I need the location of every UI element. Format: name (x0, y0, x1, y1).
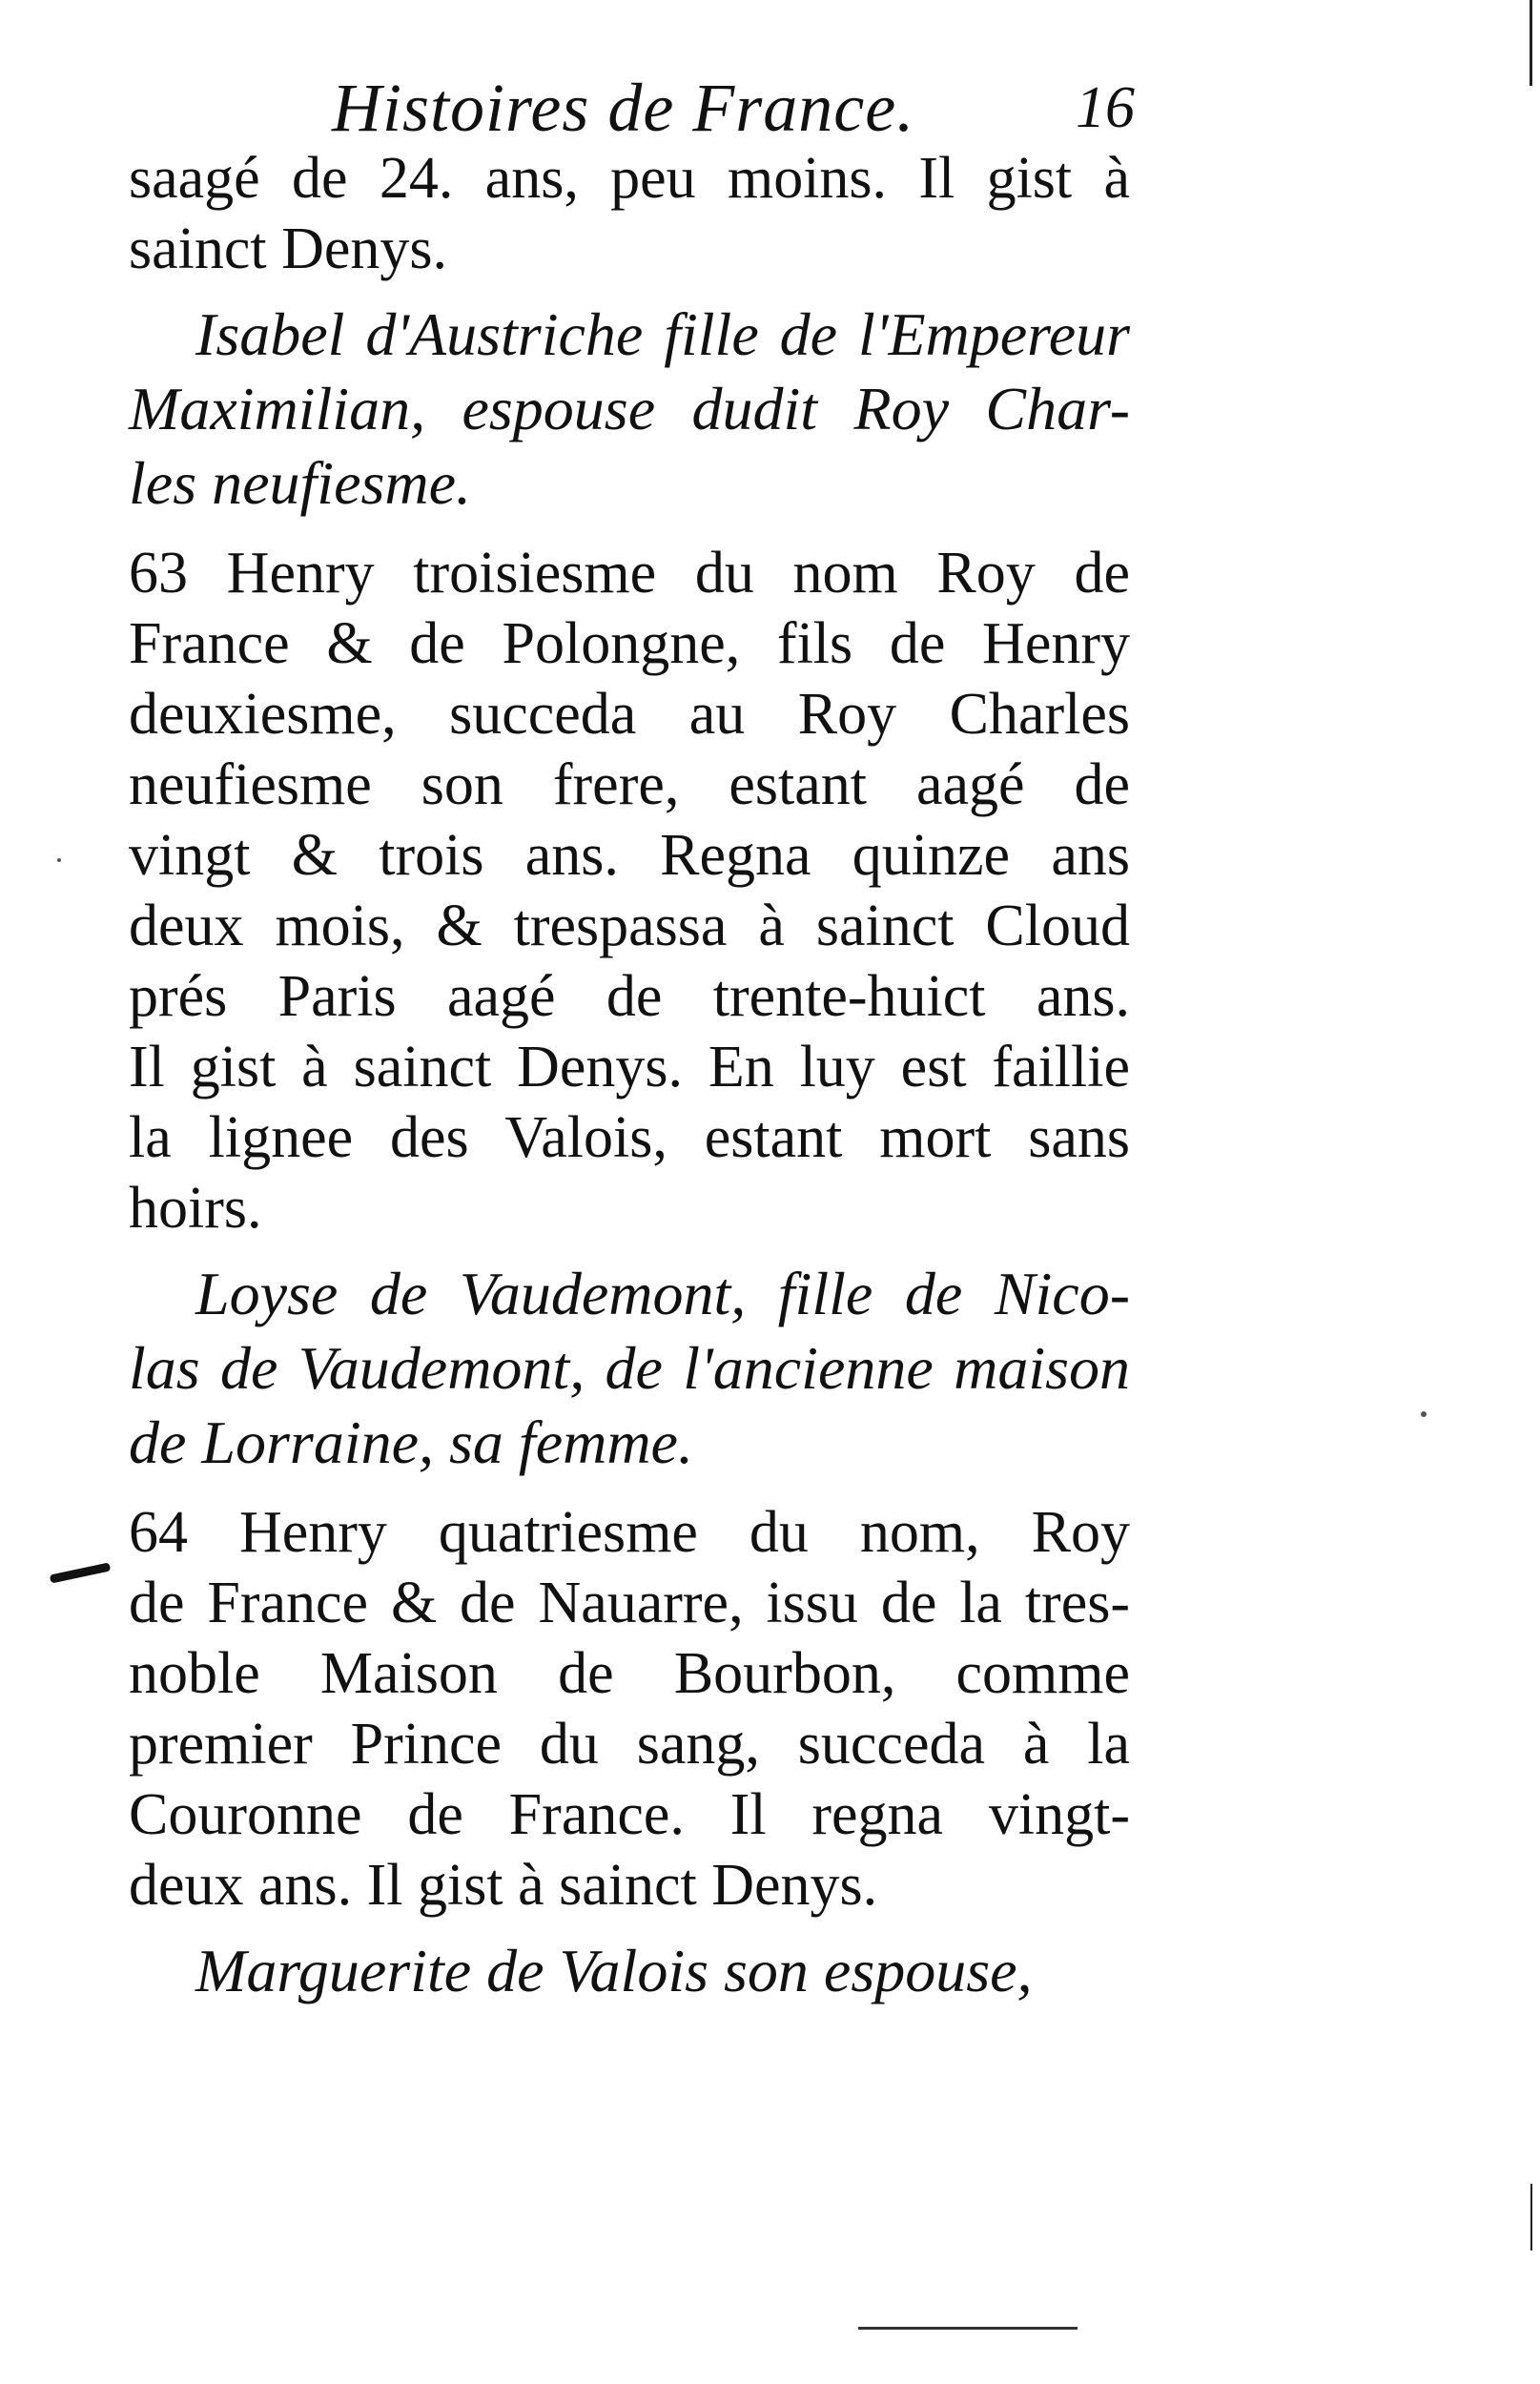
text-line: 64 Henry quatriesme du nom, Roy (129, 1500, 1130, 1565)
text-line-italic: Isabel d'Austriche fille de l'Empereur (195, 300, 1130, 368)
text-line: 63 Henry troisiesme du nom Roy de (129, 541, 1130, 606)
bottom-rule (858, 2327, 1078, 2330)
text-line-italic: Marguerite de Valois son espouse, (195, 1937, 1033, 2004)
text-line-italic: las de Vaudemont, de l'ancienne maison (129, 1334, 1130, 1402)
text-line: neufiesme son frere, estant aagé de (129, 752, 1130, 817)
page-edge-line (1530, 0, 1532, 86)
margin-mark (50, 1562, 111, 1583)
text-line-italic: Maximilian, espouse dudit Roy Char- (129, 375, 1130, 442)
text-line: deux ans. Il gist à sainct Denys. (129, 1853, 878, 1918)
text-line: de France & de Nauarre, issu de la tres- (129, 1571, 1130, 1635)
text-line: prés Paris aagé de trente-huict ans. (129, 964, 1130, 1029)
text-line-italic: Loyse de Vaudemont, fille de Nico- (195, 1260, 1130, 1327)
running-title: Histoires de France. (332, 70, 915, 146)
running-head (315, 65, 1135, 151)
text-line: deuxiesme, succeda au Roy Charles (129, 682, 1130, 747)
text-line: vingt & trois ans. Regna quinze ans (129, 823, 1130, 888)
text-line: noble Maison de Bourbon, comme (129, 1641, 1130, 1706)
text-line: saagé de 24. ans, peu moins. Il gist à (129, 146, 1130, 211)
text-line: hoirs. (129, 1176, 262, 1241)
text-line-italic: de Lorraine, sa femme. (129, 1408, 693, 1476)
page-number: 16 (1076, 75, 1135, 140)
text-line: sainct Denys. (129, 216, 448, 281)
text-line: premier Prince du sang, succeda à la (129, 1712, 1130, 1777)
ink-speck (1421, 1411, 1427, 1417)
text-line: deux mois, & trespassa à sainct Cloud (129, 894, 1130, 958)
page-edge-line-lower (1530, 2184, 1532, 2250)
body-text (129, 143, 1130, 2008)
text-line: la lignee des Valois, estant mort sans (129, 1105, 1130, 1170)
text-line: France & de Polongne, fils de Henry (129, 611, 1130, 676)
text-line: Il gist à sainct Denys. En luy est faillie (129, 1035, 1130, 1100)
ink-speck (57, 858, 61, 862)
text-line-italic: les neufiesme. (129, 449, 471, 517)
text-line: Couronne de France. Il regna vingt- (129, 1782, 1130, 1847)
